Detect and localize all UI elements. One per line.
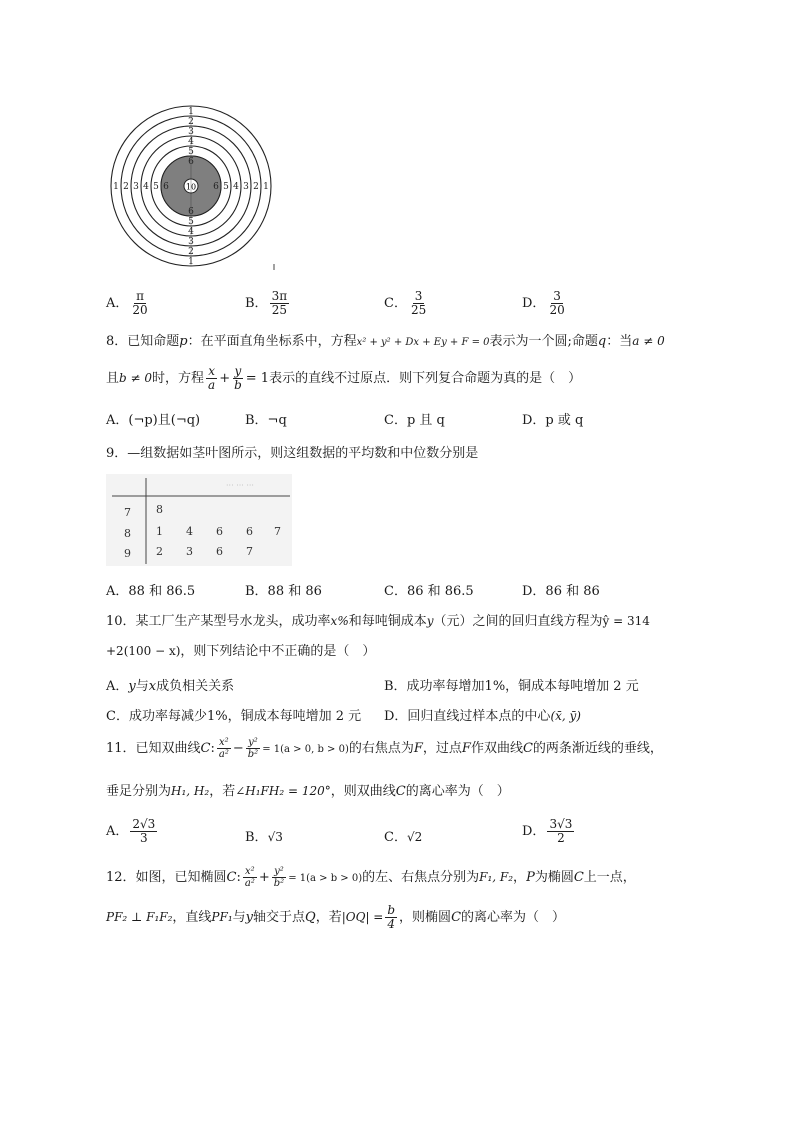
- q8-option-d: D．p 或 q: [522, 413, 584, 428]
- stem-9: 9: [124, 547, 131, 560]
- q7-option-a: A． $\frac{\pi}{20}$: [106, 289, 148, 317]
- stem-7: 7: [124, 506, 131, 519]
- q7-option-c: C． $\frac{3}{25}$: [384, 289, 427, 317]
- target-center-label: 10: [185, 182, 197, 192]
- q11-option-b: B．√3: [245, 830, 283, 845]
- q7-option-b: B． $\frac{3\pi}{25}$: [245, 289, 288, 317]
- ring-label-right: 4: [233, 182, 239, 192]
- stem-8: 8: [124, 527, 131, 540]
- ring-label-left: 3: [133, 182, 139, 192]
- leaf-8-3: 6: [246, 525, 253, 538]
- q12-line1: 12．如图，已知椭圆C: $\frac{\text{x²}}{\text{a²}}$ + $\frac{\text{y²}}{\text{b²}}$ = 1(a > b > 0)的左、右焦点分别为F₁, F₂，P为椭圆C上一点，: [106, 866, 636, 889]
- ring-label-right: 3: [243, 182, 249, 192]
- ring-label-left: 4: [143, 182, 149, 192]
- leaf-8-1: 4: [186, 525, 193, 538]
- q11-line1: 11．已知双曲线C: $\frac{\text{x²}}{\text{a²}}$ − $\frac{\text{y²}}{\text{b²}}$ = 1(a > 0, b > 0)的右焦点为F，过点F作双曲线C的两条渐近线的垂线，: [106, 737, 663, 760]
- leaf-7-0: 8: [156, 503, 163, 516]
- q8-option-b: B．¬q: [245, 413, 287, 428]
- q8-line2: 且b ≠ 0时，方程 $\frac{x}{a}$ + $\frac{y}{b}$ = 1表示的直线不过原点．则下列复合命题为真的是（ ）: [106, 364, 582, 392]
- q8-option-c: C．p 且 q: [384, 413, 445, 428]
- q12-line2: PF₂ ⊥ F₁F₂，直线PF₁与y轴交于点Q，若|OQ| = $\frac{b}{4}$ ，则椭圆C的离心率为（ ）: [106, 903, 566, 931]
- q9-option-d: D．86 和 86: [522, 584, 600, 599]
- leaf-9-3: 7: [246, 545, 253, 558]
- q10-option-d: D．回归直线过样本点的中心(x̄, ȳ): [384, 709, 581, 724]
- ring-label-top: 2: [188, 117, 194, 127]
- leaf-9-0: 2: [156, 545, 163, 558]
- ring-label-right: 6: [213, 182, 219, 192]
- leaf-8-2: 6: [216, 525, 223, 538]
- ring-label-top: 4: [188, 137, 194, 147]
- q11-option-c: C．√2: [384, 830, 423, 845]
- ring-label-bottom: 1: [188, 257, 194, 267]
- ring-label-top: 1: [188, 107, 194, 117]
- target-figure: [106, 104, 276, 274]
- ring-label-left: 5: [153, 182, 159, 192]
- leaf-8-4: 7: [274, 525, 281, 538]
- leaf-9-2: 6: [216, 545, 223, 558]
- q9-text: 9．—组数据如茎叶图所示，则这组数据的平均数和中位数分别是: [106, 446, 479, 461]
- q9-option-b: B．88 和 86: [245, 584, 322, 599]
- ring-label-right: 1: [263, 182, 269, 192]
- ring-label-bottom: 6: [188, 207, 194, 217]
- leaf-8-0: 1: [156, 525, 163, 538]
- q11-line2: 垂足分别为H₁, H₂，若∠H₁FH₂ = 120°，则双曲线C的离心率为（ ）: [106, 784, 510, 799]
- ring-label-left: 1: [113, 182, 119, 192]
- ring-label-bottom: 2: [188, 247, 194, 257]
- ring-label-top: 3: [188, 127, 194, 137]
- q10-option-b: B．成功率每增加1%，铜成本每吨增加 2 元: [384, 679, 639, 694]
- q9-option-c: C．86 和 86.5: [384, 584, 474, 599]
- stem-leaf-plot: [106, 474, 292, 566]
- q10-line2: +2(100 − x)，则下列结论中不正确的是（ ）: [106, 644, 376, 659]
- q11-option-d: D． $\frac{3√3}{2}$: [522, 817, 573, 845]
- ring-label-left: 2: [123, 182, 129, 192]
- ring-label-right: 5: [223, 182, 229, 192]
- ring-label-bottom: 4: [188, 227, 194, 237]
- svg-text:··· ··· ···: ··· ··· ···: [226, 481, 254, 490]
- ring-label-right: 2: [253, 182, 259, 192]
- q11-option-a: A． $\frac{2√3}{3}$: [106, 817, 156, 845]
- q7-option-d: D． $\frac{3}{20}$: [522, 289, 565, 317]
- ring-label-bottom: 5: [188, 217, 194, 227]
- q10-option-a: A．y与x成负相关关系: [106, 679, 235, 694]
- leaf-9-1: 3: [186, 545, 193, 558]
- q10-option-c: C．成功率每减少1%，铜成本每吨增加 2 元: [106, 709, 362, 724]
- ring-label-bottom: 3: [188, 237, 194, 247]
- q8-line1: 8．已知命题p：在平面直角坐标系中，方程x² + y² + Dx + Ey + F = 0表示为一个圆;命题q：当a ≠ 0: [106, 334, 665, 349]
- ring-label-top: 6: [188, 157, 194, 167]
- q9-option-a: A．88 和 86.5: [106, 584, 196, 599]
- q10-line1: 10．某工厂生产某型号水龙头，成功率x%和每吨铜成本y（元）之间的回归直线方程为ŷ = 314: [106, 614, 650, 629]
- ring-label-left: 6: [163, 182, 169, 192]
- ring-label-top: 5: [188, 147, 194, 157]
- q8-option-a: A．(¬p)且(¬q): [106, 413, 201, 428]
